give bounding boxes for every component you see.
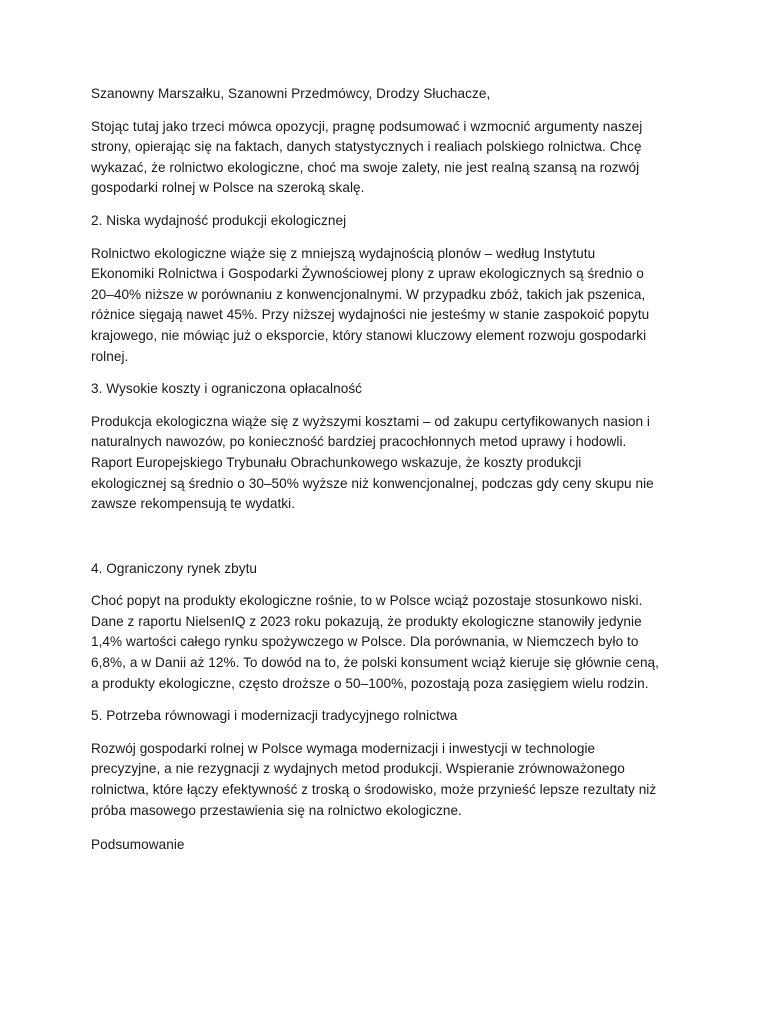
- section-paragraph-2: [91, 244, 691, 368]
- paragraph-line: rolnej.: [91, 348, 129, 364]
- paragraph-line: Dane z raportu NielsenIQ z 2023 roku pokazują, że produkty ekologiczne stanowiły jedynie: [91, 613, 642, 629]
- section-paragraph-4: [91, 591, 691, 694]
- section-heading-5: 5. Potrzeba równowagi i modernizacji tradycyjnego rolnictwa: [91, 708, 458, 724]
- paragraph-line: Rolnictwo ekologiczne wiąże się z mniejszą wydajnością plonów – według Instytutu: [91, 245, 596, 261]
- paragraph-line: Raport Europejskiego Trybunału Obrachunkowego wskazuje, że koszty produkcji: [91, 454, 582, 470]
- paragraph-line: Stojąc tutaj jako trzeci mówca opozycji, pragnę podsumować i wzmocnić argumenty naszej: [91, 118, 643, 134]
- paragraph-line: krajowego, nie mówiąc już o eksporcie, który stanowi kluczowy element rozwoju gospodarki: [91, 327, 647, 343]
- intro-paragraph: [91, 117, 691, 199]
- section-paragraph-3: [91, 412, 691, 515]
- paragraph-line: precyzyjne, a nie rezygnacji z wydajnych metod produkcji. Wspieranie zrównoważonego: [91, 761, 625, 777]
- section-heading-4: 4. Ograniczony rynek zbytu: [91, 560, 258, 576]
- paragraph-line: Ekonomiki Rolnictwa i Gospodarki Żywnościowej plony z upraw ekologicznych są średnio o: [91, 266, 644, 282]
- paragraph-line: ekologicznej są średnio o 30–50% wyższe niż konwencjonalnej, podczas gdy ceny skupu nie: [91, 475, 654, 491]
- paragraph-line: różnice sięgają nawet 45%. Przy niższej wydajności nie jesteśmy w stanie zaspokoić popytu: [91, 307, 650, 323]
- paragraph-line: gospodarki rolnej w Polsce na szeroką skalę.: [91, 180, 365, 196]
- paragraph-line: a produkty ekologiczne, często droższe o 50–100%, pozostają poza zasięgiem wielu rodzin.: [91, 675, 649, 691]
- paragraph-line: Produkcja ekologiczna wiąże się z wyższymi kosztami – od zakupu certyfikowanych nasion i: [91, 413, 650, 429]
- paragraph-line: 6,8%, a w Danii aż 12%. To dowód na to, że polski konsument wciąż kieruje się głównie ceną,: [91, 655, 659, 671]
- closing-heading: Podsumowanie: [91, 837, 185, 853]
- paragraph-line: 1,4% wartości całego rynku spożywczego w Polsce. Dla porównania, w Niemczech było to: [91, 634, 639, 650]
- section-heading-2: 2. Niska wydajność produkcji ekologicznej: [91, 212, 347, 228]
- section-paragraph-5: [91, 739, 691, 821]
- paragraph-line: rolnictwa, które łączy efektywność z troską o środowisko, może przynieść lepsze rezultaty niż: [91, 782, 657, 798]
- paragraph-line: próba masowego przestawienia się na rolnictwo ekologiczne.: [91, 802, 462, 818]
- paragraph-line: zawsze rekompensują te wydatki.: [91, 496, 296, 512]
- salutation: Szanowny Marszałku, Szanowni Przedmówcy, Drodzy Słuchacze,: [91, 86, 491, 101]
- document-body: [91, 84, 691, 856]
- paragraph-line: strony, opierając się na faktach, danych statystycznych i realiach polskiego rolnictwa. Chcę: [91, 139, 642, 155]
- paragraph-line: Rozwój gospodarki rolnej w Polsce wymaga modernizacji i inwestycji w technologie: [91, 740, 596, 756]
- paragraph-line: naturalnych nawozów, po konieczność bardziej pracochłonnych metod uprawy i hodowli.: [91, 434, 627, 450]
- paragraph-line: Choć popyt na produkty ekologiczne rośnie, to w Polsce wciąż pozostaje stosunkowo niski.: [91, 593, 643, 609]
- paragraph-line: wykazać, że rolnictwo ekologiczne, choć ma swoje zalety, nie jest realną szansą na rozwój: [91, 159, 640, 175]
- paragraph-line: 20–40% niższe w porównaniu z konwencjonalnymi. W przypadku zbóż, takich jak pszenica,: [91, 286, 646, 302]
- section-heading-3: 3. Wysokie koszty i ograniczona opłacalność: [91, 381, 363, 397]
